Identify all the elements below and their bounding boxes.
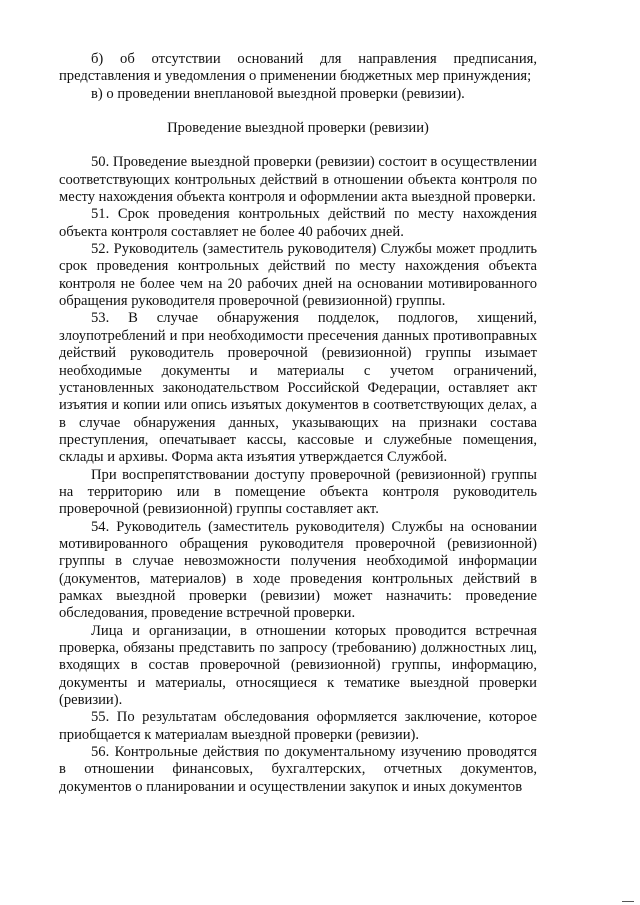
paragraph-56: 56. Контрольные действия по документальному изучению проводятся в отношении финансовых, бухгалтерских, отчетных документов, документов о планировании и осуществлении закупок и иных документов xyxy=(59,744,537,795)
section-heading: Проведение выездной проверки (ревизии) xyxy=(167,120,429,137)
paragraph-55: 55. По результатам обследования оформляется заключение, которое приобщается к материалам выездной проверки (ревизии). xyxy=(59,709,537,743)
paragraph-54: 54. Руководитель (заместитель руководителя) Службы на основании мотивированного обращения руководителя проверочной (ревизионной) группы в случае невозможности получения необходимой информации (документов, материалов) в ходе проведения контрольных действий в рамках выездной проверки (ревизии) может назначить: проведение обследования, проведение встречной проверки. xyxy=(59,518,537,622)
paragraph-53: 53. В случае обнаружения подделок, подлогов, хищений, злоупотреблений и при необходимости пресечения данных противоправных действий руководитель проверочной (ревизионной) группы изымает необходимые документы и материалы с учетом ограничений, установленных законодательством Российской Федерации, оставляет акт изъятия и копии или опись изъятых документов в соответствующих делах, а в случае обнаружения данных, указывающих на признаки состава преступления, опечатывает кассы, кассовые и служебные помещения, склады и архивы. Форма акта изъятия утверждается Службой. xyxy=(59,310,537,466)
paragraph-b: б) об отсутствии оснований для направления предписания, представления и уведомления о применении бюджетных мер принуждения; xyxy=(59,51,537,85)
paragraph-54-counter-check: Лица и организации, в отношении которых проводится встречная проверка, обязаны представить по запросу (требованию) должностных лиц, входящих в состав проверочной (ревизионной) группы, информацию, документы и материалы, относящиеся к тематике выездной проверки (ревизии). xyxy=(59,622,537,709)
document-body xyxy=(59,51,537,796)
paragraph-v: в) о проведении внеплановой выездной проверки (ревизии). xyxy=(91,85,465,102)
paragraph-51: 51. Срок проведения контрольных действий по месту нахождения объекта контроля составляет не более 40 рабочих дней. xyxy=(59,206,537,240)
paragraph-53-obstruction: При воспрепятствовании доступу проверочной (ревизионной) группы на территорию или в помещение объекта контроля руководитель проверочной (ревизионной) группы составляет акт. xyxy=(59,466,537,518)
page-corner-mark xyxy=(622,901,634,902)
paragraph-52: 52. Руководитель (заместитель руководителя) Службы может продлить срок проведения контрольных действий по месту нахождения объекта контроля не более чем на 20 рабочих дней на основании мотивированного обращения руководителя проверочной (ревизионной) группы. xyxy=(59,241,537,310)
paragraph-50: 50. Проведение выездной проверки (ревизии) состоит в осуществлении соответствующих контрольных действий в отношении объекта контроля по месту нахождения объекта контроля и оформлении акта выездной проверки. xyxy=(59,154,537,206)
